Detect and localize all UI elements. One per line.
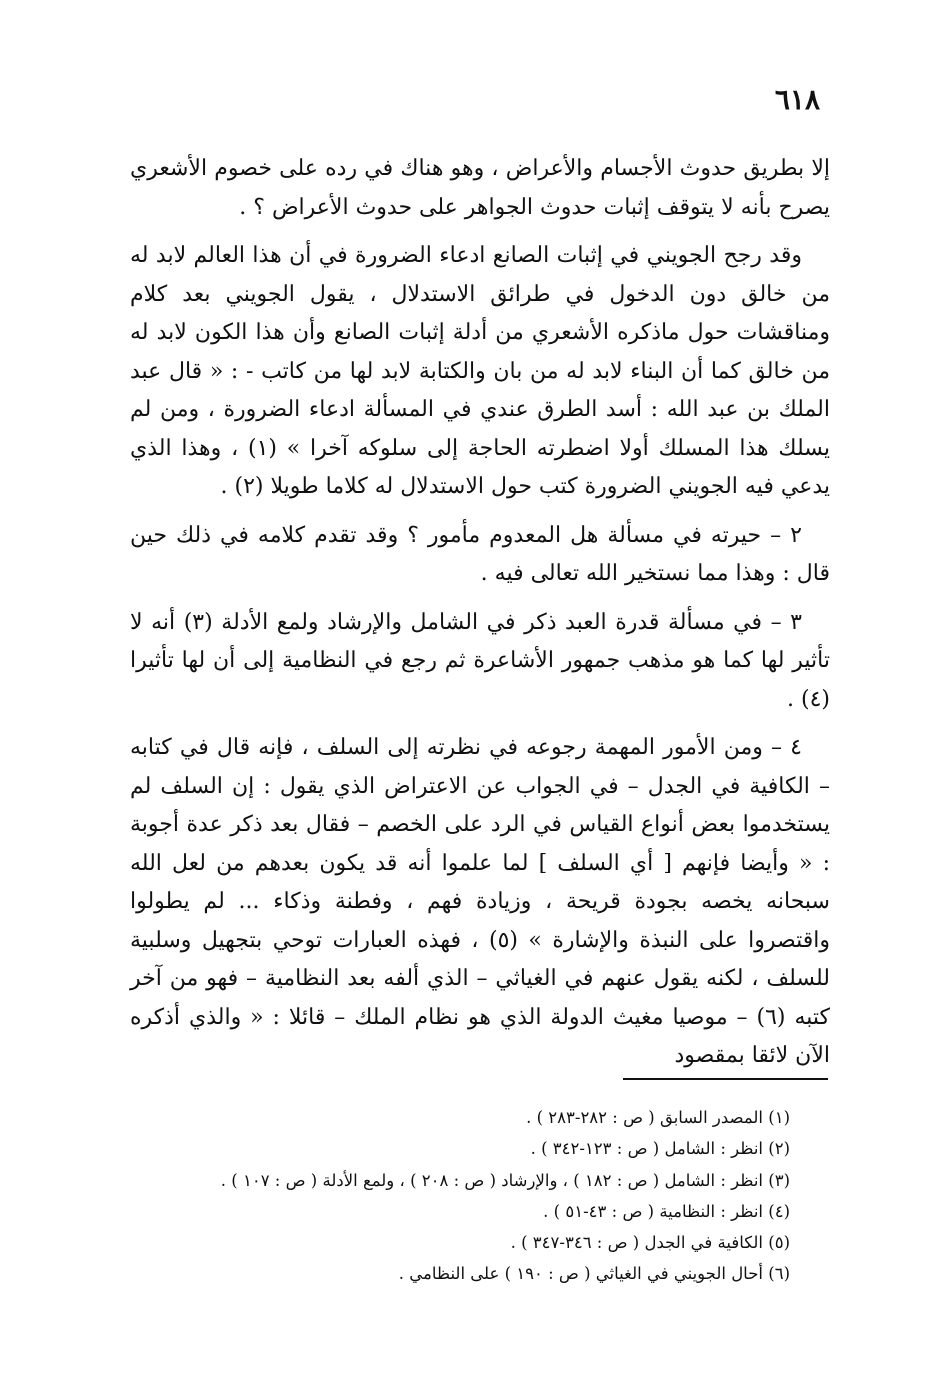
paragraph-2: وقد رجح الجويني في إثبات الصانع ادعاء الضرورة في أن هذا العالم لابد له من خالق دون الدخول في طرائق الاستدلال ، يقول الجويني بعد كلام ومناقشات حول ماذكره الأشعري من أدلة إثبات الصانع وأن هذا الكون لابد له من خالق كما أن البناء لابد له من بان والكتابة لابد لها من كاتب - : « قال عبد الملك بن عبد الله : أسد الطرق عندي في المسألة ادعاء الضرورة ، ومن لم يسلك هذا المسلك أولا اضطرته الحاجة إلى سلوكه آخرا » (١) ، وهذا الذي يدعي فيه الجويني الضرورة كتب حول الاستدلال له كلاما طويلا (٢) . — [130, 243, 830, 499]
footnote-5: (٥) الكافية في الجدل ( ص : ٣٤٦-٣٤٧ ) . — [510, 1233, 790, 1253]
footnote-3: (٣) انظر : الشامل ( ص : ١٨٢ ) ، والإرشاد ( ص : ٢٠٨ ) ، ولمع الأدلة ( ص : ١٠٧ ) . — [220, 1170, 790, 1190]
paragraph-4: ٣ – في مسألة قدرة العبد ذكر في الشامل والإرشاد ولمع الأدلة (٣) أنه لا تأثير لها كما هو مذهب جمهور الأشاعرة ثم رجع في النظامية إلى أن لها تأثيرا (٤) . — [130, 609, 830, 712]
footnote-2: (٢) انظر : الشامل ( ص : ١٢٣-٣٤٢ ) . — [530, 1139, 790, 1159]
page-number: ٦١٨ — [774, 83, 820, 116]
footnotes — [120, 1102, 790, 1290]
footnote-4: (٤) انظر : النظامية ( ص : ٤٣-٥١ ) . — [543, 1201, 790, 1221]
footnote-1: (١) المصدر السابق ( ص : ٢٨٢-٢٨٣ ) . — [526, 1108, 790, 1127]
paragraph-5: ٤ – ومن الأمور المهمة رجوعه في نظرته إلى السلف ، فإنه قال في كتابه – الكافية في الجدل – في الجواب عن الاعتراض الذي يقول : إن السلف لم يستخدموا بعض أنواع القياس في الرد على الخصم – فقال بعد ذكر عدة أجوبة : « وأيضا فإنهم [ أي السلف ] لما علموا أنه قد يكون بعدهم من لعل الله سبحانه يخصه بجودة قريحة ، وزيادة فهم ، وفطنة وذكاء ... لم يطولوا واقتصروا على النبذة والإشارة » (٥) ، فهذه العبارات توحي بتجهيل وسلبية للسلف ، لكنه يقول عنهم في الغياثي – الذي ألفه بعد النظامية – فهو من آخر كتبه (٦) – موصيا مغيث الدولة الذي هو نظام الملك – قائلا : « والذي أذكره الآن لائقا بمقصود — [130, 735, 830, 1068]
footnote-6: (٦) أحال الجويني في الغياثي ( ص : ١٩٠ ) على النظامي . — [398, 1264, 790, 1284]
paragraph-3: ٢ – حيرته في مسألة هل المعدوم مأمور ؟ وقد تقدم كلامه في ذلك حين قال : وهذا مما نستخير الله تعالى فيه . — [130, 522, 830, 586]
paragraph-1: إلا بطريق حدوث الأجسام والأعراض ، وهو هناك في رده على خصوم الأشعري يصرح بأنه لا يتوقف إثبات حدوث الجواهر على حدوث الأعراض ؟ . — [130, 156, 830, 220]
main-text — [130, 150, 830, 1086]
footnote-divider — [623, 1078, 828, 1080]
